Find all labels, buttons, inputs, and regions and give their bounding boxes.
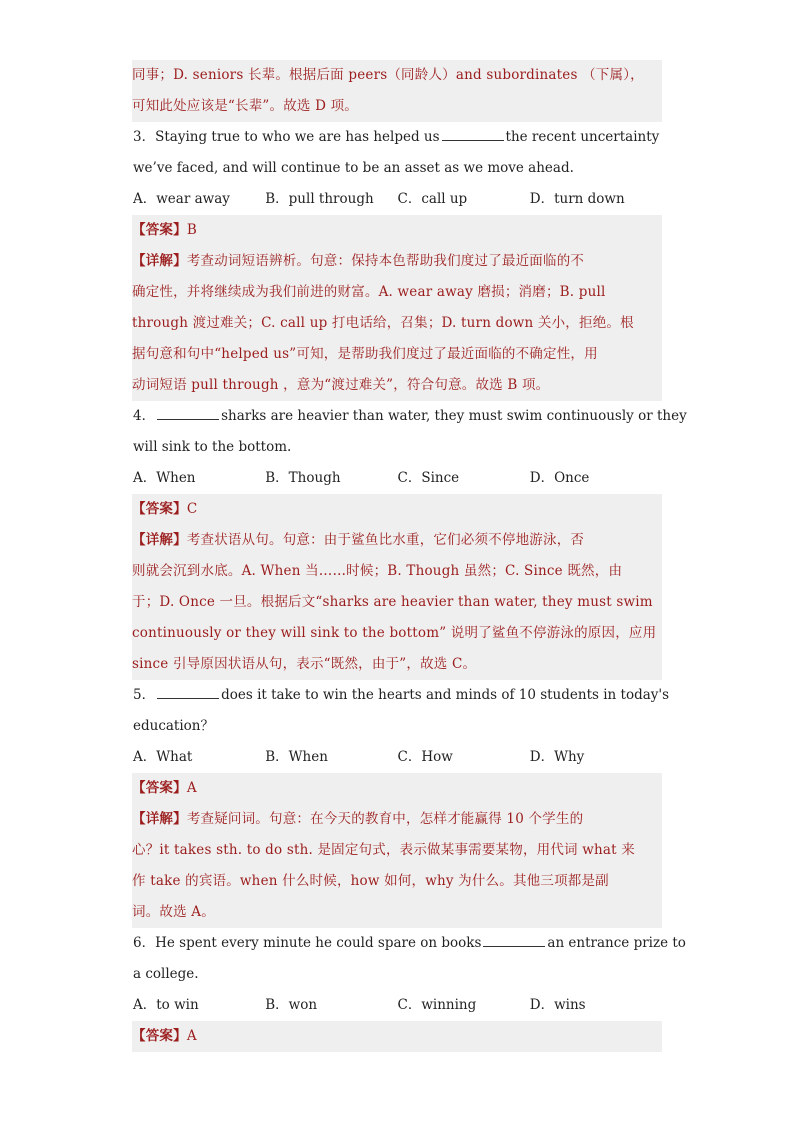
answer-block	[132, 494, 662, 680]
stem-text: Staying true to who we are has helped us	[155, 129, 440, 145]
question-5	[132, 680, 670, 928]
stem-text: an entrance prize to	[547, 935, 686, 951]
option-b: B．When	[265, 749, 328, 765]
stem-text: does it take to win the hearts and minds of 10 students in today's	[221, 687, 670, 703]
answer-line	[132, 773, 662, 804]
answer-blank	[157, 405, 219, 420]
answer-tag: 【答案】	[132, 222, 187, 238]
detail-text: 动词短语 pull through ，意为“渡过难关”，符合句意。故选 B 项。	[132, 377, 550, 393]
option-c: C．Since	[397, 470, 460, 486]
option-b: B．won	[265, 997, 318, 1013]
options-row	[132, 742, 662, 773]
question-number: 5．	[133, 687, 156, 703]
answer-value: A	[186, 780, 197, 796]
option-b: B．pull through	[265, 191, 374, 207]
detail-text: 词。故选 A。	[132, 904, 215, 920]
detail-text: 确定性，并将继续成为我们前进的财富。A. wear away 磨损；消磨；B. pull	[132, 284, 606, 300]
detail-text: 考查状语从句。句意：由于鲨鱼比水重，它们必须不停地游泳，否	[186, 532, 585, 548]
stem-text: the recent uncertainty	[505, 129, 660, 145]
option-a: A．wear away	[133, 191, 230, 207]
detail-tag: 【详解】	[132, 253, 187, 269]
options-row	[132, 990, 662, 1021]
option-a: A．What	[133, 749, 193, 765]
options-row	[132, 184, 662, 215]
detail-text: since 引导原因状语从句，表示“既然，由于”，故选 C。	[132, 656, 477, 672]
answer-tag: 【答案】	[132, 780, 187, 796]
detail-text: 据句意和句中“helped us”可知，是帮助我们度过了最近面临的不确定性，用	[132, 346, 598, 362]
option-c: C．call up	[397, 191, 468, 207]
answer-blank	[442, 126, 504, 141]
stem-text: education？	[133, 718, 214, 734]
question-4	[132, 401, 687, 680]
question-number: 6．	[133, 935, 156, 951]
detail-line	[132, 804, 662, 835]
detail-text: through 渡过难关；C. call up 打电话给，召集；D. turn down 关小，拒绝。根	[132, 315, 634, 331]
answer-value: B	[186, 222, 197, 238]
question-6	[132, 928, 686, 1052]
answer-line	[132, 215, 662, 246]
detail-text: 考查疑问词。句意：在今天的教育中，怎样才能赢得 10 个学生的	[186, 811, 584, 827]
stem-text: will sink to the bottom.	[133, 439, 292, 455]
answer-block	[132, 215, 662, 401]
stem-text: He spent every minute he could spare on books	[155, 935, 482, 951]
detail-text: 则就会沉到水底。A. When 当……时候；B. Though 虽然；C. Since 既然，由	[132, 563, 623, 579]
question-stem	[132, 928, 686, 959]
question-number: 4．	[133, 408, 156, 424]
detail-line	[132, 525, 662, 556]
answer-tag: 【答案】	[132, 1028, 187, 1044]
question-stem	[132, 401, 687, 432]
detail-tag: 【详解】	[132, 532, 187, 548]
options-row	[132, 463, 662, 494]
option-d: D．Why	[529, 749, 585, 765]
detail-text: 于；D. Once 一旦。根据后文“sharks are heavier than water, they must swim	[132, 594, 653, 610]
answer-line	[132, 1021, 662, 1052]
previous-explanation	[132, 60, 662, 122]
answer-tag: 【答案】	[132, 501, 187, 517]
detail-line	[132, 246, 662, 277]
option-d: D．wins	[529, 997, 586, 1013]
text-line: 可知此处应该是“长辈”。故选 D 项。	[132, 98, 359, 114]
option-d: D．Once	[529, 470, 590, 486]
question-stem	[132, 680, 670, 711]
answer-value: A	[186, 1028, 197, 1044]
document-page	[132, 60, 687, 1052]
answer-blank	[157, 684, 219, 699]
answer-line	[132, 494, 662, 525]
answer-value: C	[186, 501, 198, 517]
stem-text: we’ve faced, and will continue to be an asset as we move ahead.	[133, 160, 574, 176]
question-stem	[132, 122, 662, 153]
option-a: A．When	[133, 470, 196, 486]
detail-tag: 【详解】	[132, 811, 187, 827]
option-c: C．winning	[397, 997, 477, 1013]
option-a: A．to win	[133, 997, 199, 1013]
stem-text: a college.	[133, 966, 199, 982]
option-c: C．How	[397, 749, 453, 765]
detail-text: 心？it takes sth. to do sth. 是固定句式，表示做某事需要某物，用代词 what 来	[132, 842, 635, 858]
answer-block	[132, 1021, 662, 1052]
text-line: 同事；D. seniors 长辈。根据后面 peers（同龄人）and subordinates （下属），	[132, 67, 644, 83]
question-3	[132, 122, 662, 401]
detail-text: continuously or they will sink to the bottom” 说明了鲨鱼不停游泳的原因，应用	[132, 625, 657, 641]
answer-blank	[483, 932, 545, 947]
answer-block	[132, 773, 662, 928]
question-number: 3．	[133, 129, 156, 145]
stem-text: sharks are heavier than water, they must swim continuously or they	[221, 408, 687, 424]
option-d: D．turn down	[529, 191, 625, 207]
detail-text: 考查动词短语辨析。句意：保持本色帮助我们度过了最近面临的不	[186, 253, 585, 269]
option-b: B．Though	[265, 470, 341, 486]
detail-text: 作 take 的宾语。when 什么时候，how 如何，why 为什么。其他三项都是副	[132, 873, 609, 889]
